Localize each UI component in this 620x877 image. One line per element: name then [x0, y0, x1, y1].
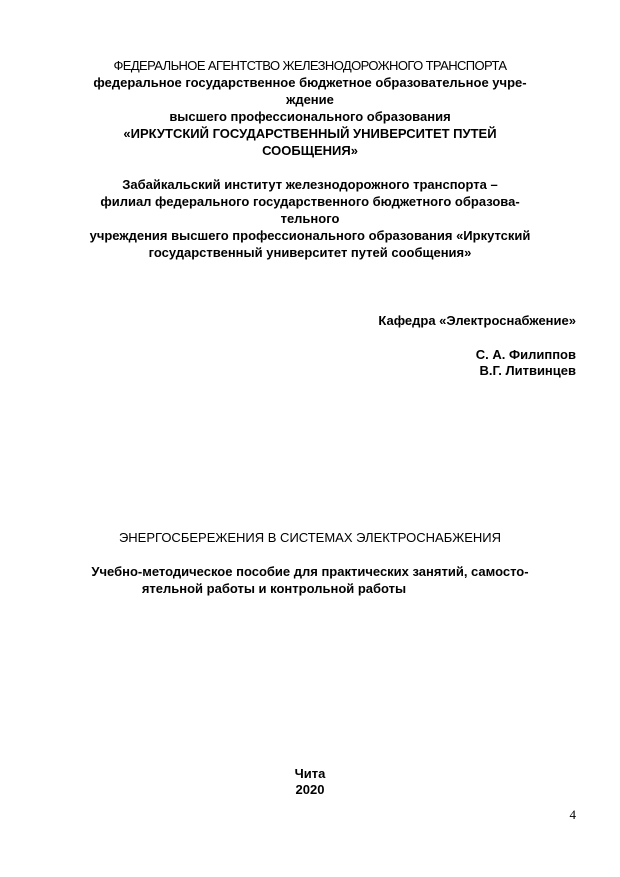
- institute-line: учреждения высшего профессионального образования «Иркутский: [89, 228, 531, 243]
- year: 2020: [295, 782, 325, 797]
- org-line: высшего профессионального образования: [169, 109, 451, 124]
- org-line: ждение: [286, 92, 334, 107]
- org-line: федеральное государственное бюджетное образовательное учре-: [93, 75, 527, 90]
- document-subtitle: Учебно-методическое пособие для практических занятий, самосто-: [91, 564, 529, 579]
- author-name: В.Г. Литвинцев: [479, 363, 576, 378]
- institute-line: государственный университет путей сообщения»: [148, 245, 472, 260]
- university-name-cont: СООБЩЕНИЯ»: [262, 143, 358, 158]
- page-number: 4: [569, 807, 576, 822]
- institute-line: тельного: [280, 211, 340, 226]
- city: Чита: [294, 766, 326, 781]
- document-subtitle-cont: ятельной работы и контрольной работы: [141, 581, 407, 596]
- institute-line: филиал федерального государственного бюджетного образова-: [100, 194, 520, 209]
- department: Кафедра «Электроснабжение»: [378, 313, 576, 328]
- document-title: ЭНЕРГОСБЕРЕЖЕНИЯ В СИСТЕМАХ ЭЛЕКТРОСНАБЖЕНИЯ: [118, 530, 502, 545]
- agency-name: ФЕДЕРАЛЬНОЕ АГЕНТСТВО ЖЕЛЕЗНОДОРОЖНОГО ТРАНСПОРТА: [113, 58, 507, 73]
- university-name: «ИРКУТСКИЙ ГОСУДАРСТВЕННЫЙ УНИВЕРСИТЕТ ПУТЕЙ: [123, 126, 497, 141]
- author-name: С. А. Филиппов: [475, 347, 576, 362]
- institute-line: Забайкальский институт железнодорожного транспорта –: [122, 177, 498, 192]
